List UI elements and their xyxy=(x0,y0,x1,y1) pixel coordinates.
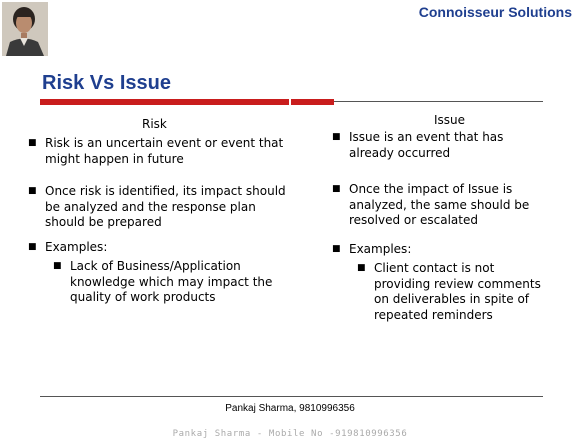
presenter-photo-image xyxy=(2,2,48,56)
title-underline-dark xyxy=(334,101,543,102)
risk-column xyxy=(26,136,288,306)
risk-example-text: Lack of Business/Application knowledge which may impact the quality of work products xyxy=(70,259,273,304)
presenter-photo xyxy=(2,2,48,56)
list-item xyxy=(330,242,552,258)
brand-title: Connoisseur Solutions xyxy=(418,4,572,20)
title-underline-red-right xyxy=(291,99,334,105)
risk-column-heading: Risk xyxy=(142,117,167,131)
spacer xyxy=(26,167,288,184)
square-bullet-icon: ■ xyxy=(28,241,37,252)
risk-response-text: Once risk is identified, its impact should be analyzed and the response plan should be prepared xyxy=(45,184,286,229)
spacer xyxy=(26,231,288,240)
title-underline-red-left xyxy=(40,99,289,105)
square-bullet-icon: ■ xyxy=(332,184,341,194)
square-bullet-icon: ■ xyxy=(332,243,341,254)
list-item xyxy=(330,261,552,323)
square-sub-bullet-icon: ■ xyxy=(53,261,62,271)
list-item xyxy=(26,184,288,231)
issue-definition-text: Issue is an event that has already occurred xyxy=(349,130,504,160)
square-bullet-icon: ■ xyxy=(28,186,37,196)
spacer xyxy=(330,229,552,242)
risk-definition-text: Risk is an uncertain event or event that might happen in future xyxy=(45,136,284,166)
issue-examples-label: Examples: xyxy=(349,241,412,256)
list-item xyxy=(26,259,288,306)
square-bullet-icon: ■ xyxy=(332,132,341,142)
footer-watermark: Pankaj Sharma - Mobile No -919810996356 xyxy=(172,429,408,439)
issue-example-text: Client contact is not providing review comments on deliverables in spite of repeated reminders xyxy=(374,261,541,322)
issue-column xyxy=(330,130,552,323)
slide-title: Risk Vs Issue xyxy=(42,72,171,94)
issue-column-heading: Issue xyxy=(434,113,466,127)
issue-response-text: Once the impact of Issue is analyzed, the same should be resolved or escalated xyxy=(349,182,530,227)
square-bullet-icon: ■ xyxy=(28,138,37,148)
list-item xyxy=(330,130,552,161)
spacer xyxy=(330,161,552,182)
square-sub-bullet-icon: ■ xyxy=(357,263,366,273)
list-item xyxy=(26,136,288,167)
list-item xyxy=(26,240,288,256)
footer-divider xyxy=(40,396,543,397)
risk-examples-label: Examples: xyxy=(45,239,108,254)
footer-author: Pankaj Sharma, 9810996356 xyxy=(225,403,355,414)
list-item xyxy=(330,182,552,229)
